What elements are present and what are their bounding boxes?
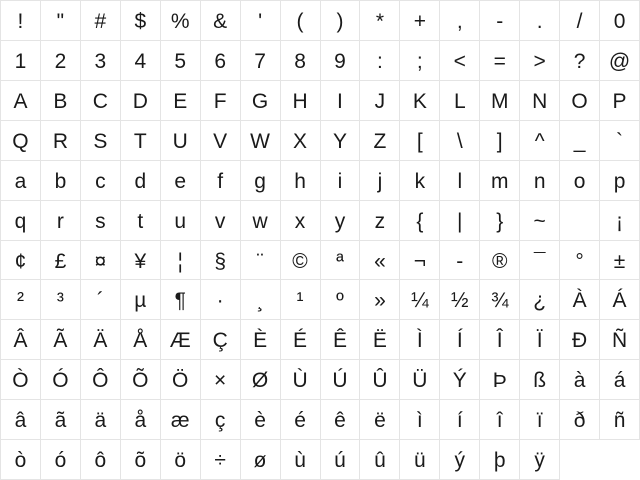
- glyph-cell[interactable]: þ: [480, 440, 520, 480]
- glyph-cell[interactable]: ¬: [400, 241, 440, 281]
- glyph-cell[interactable]: Ë: [360, 320, 400, 360]
- glyph-cell[interactable]: [: [400, 121, 440, 161]
- glyph-cell[interactable]: Â: [1, 320, 41, 360]
- glyph-cell[interactable]: ä: [81, 400, 121, 440]
- glyph-cell[interactable]: v: [201, 201, 241, 241]
- glyph-cell[interactable]: 6: [201, 41, 241, 81]
- glyph-cell[interactable]: §: [201, 241, 241, 281]
- glyph-cell[interactable]: Ò: [1, 360, 41, 400]
- glyph-cell[interactable]: f: [201, 161, 241, 201]
- glyph-cell[interactable]: m: [480, 161, 520, 201]
- glyph-cell[interactable]: ç: [201, 400, 241, 440]
- glyph-cell[interactable]: 8: [281, 41, 321, 81]
- glyph-cell[interactable]: Í: [440, 320, 480, 360]
- glyph-cell[interactable]: <: [440, 41, 480, 81]
- glyph-cell[interactable]: Æ: [161, 320, 201, 360]
- glyph-cell[interactable]: È: [241, 320, 281, 360]
- glyph-cell[interactable]: `: [600, 121, 640, 161]
- glyph-cell[interactable]: ù: [281, 440, 321, 480]
- glyph-cell[interactable]: 1: [1, 41, 41, 81]
- glyph-cell[interactable]: Ù: [281, 360, 321, 400]
- glyph-cell[interactable]: ¡: [600, 201, 640, 241]
- glyph-cell[interactable]: Ø: [241, 360, 281, 400]
- glyph-cell[interactable]: û: [360, 440, 400, 480]
- glyph-cell[interactable]: ^: [520, 121, 560, 161]
- glyph-cell[interactable]: ´: [81, 280, 121, 320]
- glyph-cell[interactable]: Ê: [321, 320, 361, 360]
- glyph-cell[interactable]: ]: [480, 121, 520, 161]
- glyph-cell[interactable]: ;: [400, 41, 440, 81]
- glyph-cell[interactable]: é: [281, 400, 321, 440]
- glyph-cell[interactable]: Ð: [560, 320, 600, 360]
- glyph-cell[interactable]: V: [201, 121, 241, 161]
- glyph-cell[interactable]: L: [440, 81, 480, 121]
- glyph-cell[interactable]: G: [241, 81, 281, 121]
- glyph-cell[interactable]: =: [480, 41, 520, 81]
- glyph-cell[interactable]: ¸: [241, 280, 281, 320]
- glyph-cell[interactable]: e: [161, 161, 201, 201]
- glyph-cell[interactable]: $: [121, 1, 161, 41]
- glyph-cell[interactable]: »: [360, 280, 400, 320]
- glyph-cell[interactable]: í: [440, 400, 480, 440]
- glyph-cell[interactable]: z: [360, 201, 400, 241]
- glyph-cell[interactable]: ¢: [1, 241, 41, 281]
- glyph-cell[interactable]: Û: [360, 360, 400, 400]
- glyph-cell[interactable]: >: [520, 41, 560, 81]
- glyph-cell[interactable]: a: [1, 161, 41, 201]
- glyph-cell[interactable]: 4: [121, 41, 161, 81]
- glyph-cell[interactable]: g: [241, 161, 281, 201]
- glyph-cell[interactable]: Ç: [201, 320, 241, 360]
- glyph-cell[interactable]: ": [41, 1, 81, 41]
- glyph-cell[interactable]: I: [321, 81, 361, 121]
- glyph-cell[interactable]: U: [161, 121, 201, 161]
- glyph-cell[interactable]: ý: [440, 440, 480, 480]
- empty-cell: [560, 440, 600, 480]
- glyph-cell[interactable]: .: [520, 1, 560, 41]
- glyph-cell[interactable]: î: [480, 400, 520, 440]
- glyph-cell[interactable]: ¨: [241, 241, 281, 281]
- glyph-cell[interactable]: ñ: [600, 400, 640, 440]
- glyph-cell[interactable]: _: [560, 121, 600, 161]
- glyph-cell[interactable]: {: [400, 201, 440, 241]
- glyph-cell[interactable]: Ñ: [600, 320, 640, 360]
- glyph-cell[interactable]: Ï: [520, 320, 560, 360]
- glyph-cell[interactable]: ×: [201, 360, 241, 400]
- glyph-cell[interactable]: j: [360, 161, 400, 201]
- glyph-cell[interactable]: Î: [480, 320, 520, 360]
- glyph-cell[interactable]: q: [1, 201, 41, 241]
- glyph-cell[interactable]: S: [81, 121, 121, 161]
- glyph-cell[interactable]: [560, 201, 600, 241]
- glyph-cell[interactable]: ó: [41, 440, 81, 480]
- glyph-cell[interactable]: -: [480, 1, 520, 41]
- glyph-cell[interactable]: ): [321, 1, 361, 41]
- glyph-cell[interactable]: Ü: [400, 360, 440, 400]
- glyph-cell[interactable]: }: [480, 201, 520, 241]
- glyph-cell[interactable]: ²: [1, 280, 41, 320]
- glyph-cell[interactable]: ¾: [480, 280, 520, 320]
- glyph-cell[interactable]: y: [321, 201, 361, 241]
- glyph-cell[interactable]: 3: [81, 41, 121, 81]
- glyph-cell[interactable]: ï: [520, 400, 560, 440]
- glyph-cell[interactable]: æ: [161, 400, 201, 440]
- glyph-cell[interactable]: ô: [81, 440, 121, 480]
- glyph-cell[interactable]: r: [41, 201, 81, 241]
- glyph-cell[interactable]: R: [41, 121, 81, 161]
- glyph-cell[interactable]: ³: [41, 280, 81, 320]
- glyph-cell[interactable]: B: [41, 81, 81, 121]
- glyph-cell[interactable]: Y: [321, 121, 361, 161]
- glyph-cell[interactable]: ¥: [121, 241, 161, 281]
- glyph-cell[interactable]: å: [121, 400, 161, 440]
- glyph-cell[interactable]: Ý: [440, 360, 480, 400]
- glyph-cell[interactable]: ‑: [440, 241, 480, 281]
- glyph-cell[interactable]: A: [1, 81, 41, 121]
- glyph-cell[interactable]: F: [201, 81, 241, 121]
- glyph-cell[interactable]: n: [520, 161, 560, 201]
- glyph-cell[interactable]: Ö: [161, 360, 201, 400]
- glyph-cell[interactable]: b: [41, 161, 81, 201]
- glyph-cell[interactable]: d: [121, 161, 161, 201]
- glyph-cell[interactable]: Z: [360, 121, 400, 161]
- glyph-cell[interactable]: p: [600, 161, 640, 201]
- glyph-cell[interactable]: x: [281, 201, 321, 241]
- empty-cell: [600, 440, 640, 480]
- glyph-cell[interactable]: \: [440, 121, 480, 161]
- glyph-cell[interactable]: @: [600, 41, 640, 81]
- glyph-cell[interactable]: Ú: [321, 360, 361, 400]
- glyph-cell[interactable]: H: [281, 81, 321, 121]
- glyph-cell[interactable]: £: [41, 241, 81, 281]
- glyph-cell[interactable]: Ô: [81, 360, 121, 400]
- glyph-cell[interactable]: 7: [241, 41, 281, 81]
- glyph-cell[interactable]: 9: [321, 41, 361, 81]
- glyph-cell[interactable]: Ì: [400, 320, 440, 360]
- glyph-cell[interactable]: ß: [520, 360, 560, 400]
- glyph-cell[interactable]: ¶: [161, 280, 201, 320]
- glyph-cell[interactable]: á: [600, 360, 640, 400]
- glyph-cell[interactable]: /: [560, 1, 600, 41]
- glyph-cell[interactable]: ~: [520, 201, 560, 241]
- glyph-cell[interactable]: w: [241, 201, 281, 241]
- glyph-cell[interactable]: s: [81, 201, 121, 241]
- glyph-cell[interactable]: %: [161, 1, 201, 41]
- glyph-cell[interactable]: ÿ: [520, 440, 560, 480]
- glyph-cell[interactable]: +: [400, 1, 440, 41]
- glyph-cell[interactable]: è: [241, 400, 281, 440]
- glyph-cell[interactable]: !: [1, 1, 41, 41]
- glyph-cell[interactable]: u: [161, 201, 201, 241]
- glyph-cell[interactable]: K: [400, 81, 440, 121]
- glyph-cell[interactable]: k: [400, 161, 440, 201]
- glyph-cell[interactable]: «: [360, 241, 400, 281]
- glyph-cell[interactable]: ·: [201, 280, 241, 320]
- glyph-cell[interactable]: Q: [1, 121, 41, 161]
- glyph-cell[interactable]: ¤: [81, 241, 121, 281]
- glyph-cell[interactable]: Ä: [81, 320, 121, 360]
- glyph-cell[interactable]: ¼: [400, 280, 440, 320]
- glyph-cell[interactable]: â: [1, 400, 41, 440]
- glyph-cell[interactable]: P: [600, 81, 640, 121]
- glyph-cell[interactable]: ©: [281, 241, 321, 281]
- glyph-cell[interactable]: ': [241, 1, 281, 41]
- glyph-cell[interactable]: Õ: [121, 360, 161, 400]
- glyph-cell[interactable]: T: [121, 121, 161, 161]
- glyph-cell[interactable]: À: [560, 280, 600, 320]
- glyph-cell[interactable]: 2: [41, 41, 81, 81]
- glyph-cell[interactable]: ÷: [201, 440, 241, 480]
- glyph-cell[interactable]: E: [161, 81, 201, 121]
- glyph-cell[interactable]: ö: [161, 440, 201, 480]
- glyph-cell[interactable]: N: [520, 81, 560, 121]
- glyph-cell[interactable]: (: [281, 1, 321, 41]
- glyph-cell[interactable]: ¿: [520, 280, 560, 320]
- glyph-cell[interactable]: º: [321, 280, 361, 320]
- glyph-cell[interactable]: õ: [121, 440, 161, 480]
- glyph-cell[interactable]: à: [560, 360, 600, 400]
- glyph-cell[interactable]: W: [241, 121, 281, 161]
- glyph-cell[interactable]: ò: [1, 440, 41, 480]
- glyph-cell[interactable]: ½: [440, 280, 480, 320]
- glyph-cell[interactable]: Ó: [41, 360, 81, 400]
- glyph-cell[interactable]: ±: [600, 241, 640, 281]
- glyph-cell[interactable]: c: [81, 161, 121, 201]
- glyph-cell[interactable]: o: [560, 161, 600, 201]
- glyph-cell[interactable]: ¹: [281, 280, 321, 320]
- glyph-cell[interactable]: t: [121, 201, 161, 241]
- glyph-cell[interactable]: ,: [440, 1, 480, 41]
- glyph-cell[interactable]: Þ: [480, 360, 520, 400]
- glyph-cell[interactable]: l: [440, 161, 480, 201]
- glyph-cell[interactable]: Á: [600, 280, 640, 320]
- glyph-cell[interactable]: ú: [321, 440, 361, 480]
- glyph-cell[interactable]: O: [560, 81, 600, 121]
- glyph-cell[interactable]: *: [360, 1, 400, 41]
- glyph-cell[interactable]: ë: [360, 400, 400, 440]
- glyph-cell[interactable]: ð: [560, 400, 600, 440]
- glyph-cell[interactable]: h: [281, 161, 321, 201]
- glyph-cell[interactable]: °: [560, 241, 600, 281]
- glyph-cell[interactable]: M: [480, 81, 520, 121]
- glyph-cell[interactable]: 0: [600, 1, 640, 41]
- glyph-cell[interactable]: ?: [560, 41, 600, 81]
- glyph-cell[interactable]: X: [281, 121, 321, 161]
- glyph-cell[interactable]: µ: [121, 280, 161, 320]
- glyph-cell[interactable]: ª: [321, 241, 361, 281]
- glyph-cell[interactable]: Ã: [41, 320, 81, 360]
- glyph-cell[interactable]: ø: [241, 440, 281, 480]
- glyph-cell[interactable]: |: [440, 201, 480, 241]
- glyph-cell[interactable]: &: [201, 1, 241, 41]
- glyph-cell[interactable]: C: [81, 81, 121, 121]
- glyph-cell[interactable]: ü: [400, 440, 440, 480]
- glyph-cell[interactable]: #: [81, 1, 121, 41]
- glyph-cell[interactable]: ¯: [520, 241, 560, 281]
- glyph-cell[interactable]: É: [281, 320, 321, 360]
- glyph-cell[interactable]: ì: [400, 400, 440, 440]
- glyph-cell[interactable]: D: [121, 81, 161, 121]
- glyph-cell[interactable]: ¦: [161, 241, 201, 281]
- glyph-cell[interactable]: ã: [41, 400, 81, 440]
- glyph-cell[interactable]: ê: [321, 400, 361, 440]
- glyph-cell[interactable]: ®: [480, 241, 520, 281]
- glyph-cell[interactable]: :: [360, 41, 400, 81]
- glyph-cell[interactable]: i: [321, 161, 361, 201]
- glyph-cell[interactable]: J: [360, 81, 400, 121]
- glyph-cell[interactable]: 5: [161, 41, 201, 81]
- glyph-cell[interactable]: Å: [121, 320, 161, 360]
